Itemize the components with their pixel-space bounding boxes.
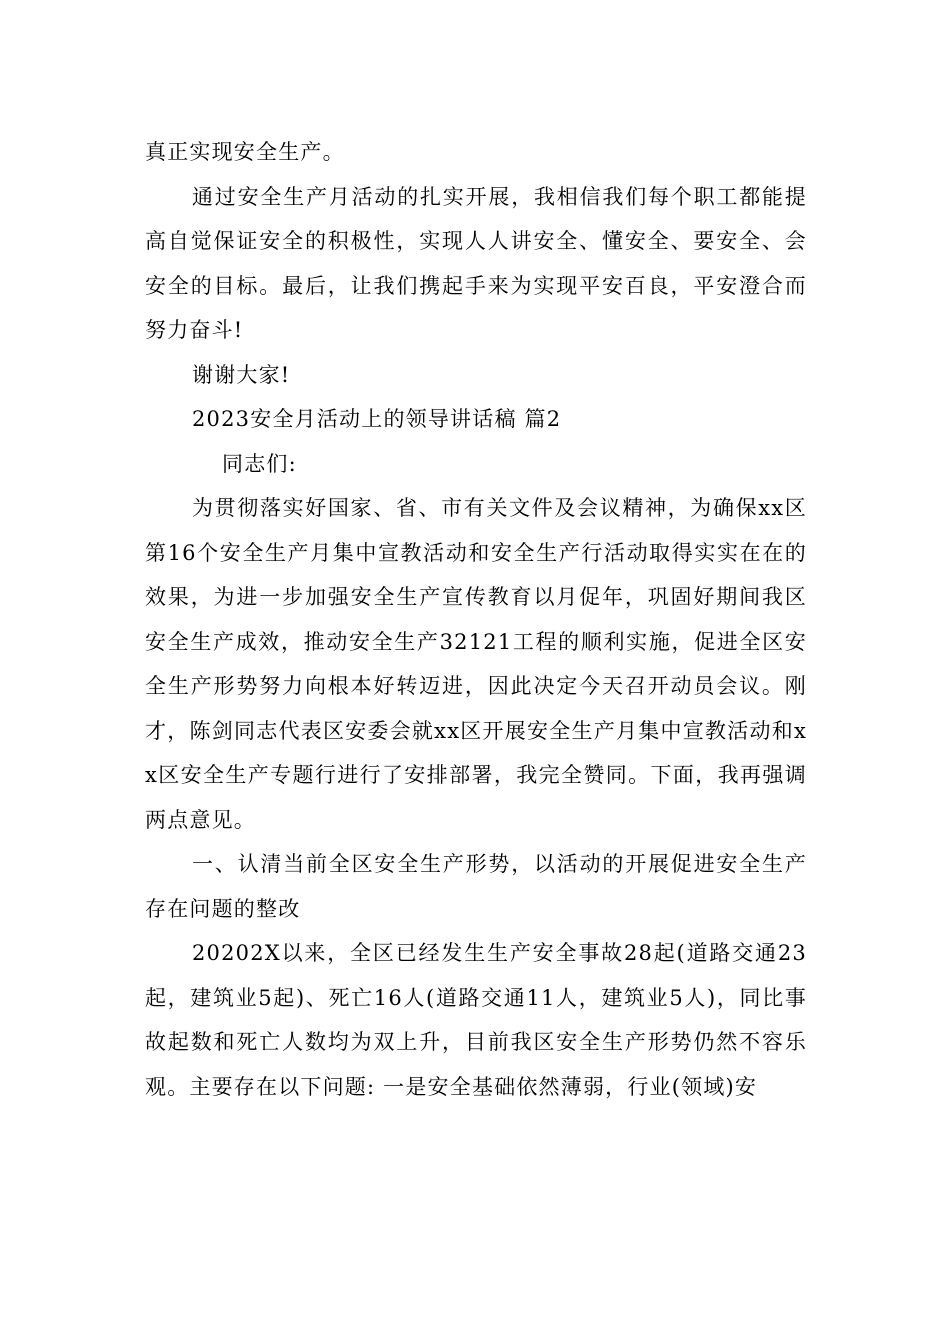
- paragraph-introduction: 为贯彻落实好国家、省、市有关文件及会议精神，为确保xx区第16个安全生产月集中宣教活动和安全生产行活动取得实实在在的效果，为进一步加强安全生产宣传教育以月促年，巩固好期间我区安全生产成效，推动安全生产32121工程的顺利实施，促进全区安全生产形势努力向根本好转迈进，因此决定今天召开动员会议。刚才，陈剑同志代表区安委会就xx区开展安全生产月集中宣教活动和xx区安全生产专题行进行了安排部署，我完全赞同。下面，我再强调两点意见。: [145, 496, 807, 832]
- paragraph-closing-line: 真正实现安全生产。: [145, 140, 345, 164]
- paragraph-thanks: 谢谢大家!: [192, 362, 291, 387]
- section-title: 2023安全月活动上的领导讲话稿 篇2: [192, 407, 562, 431]
- document-body: [145, 130, 807, 1109]
- paragraph-point-one-heading: 一、认清当前全区安全生产形势，以活动的开展促进安全生产存在问题的整改: [145, 852, 807, 921]
- paragraph-conclusion: 通过安全生产月活动的扎实开展，我相信我们每个职工都能提高自觉保证安全的积极性，实现人人讲安全、懂安全、要安全、会安全的目标。最后，让我们携起手来为实现平安百良，平安澄合而努力奋斗!: [145, 184, 807, 342]
- paragraph-greeting: 同志们:: [222, 451, 297, 476]
- paragraph-statistics: 20202X以来，全区已经发生生产安全事故28起(道路交通23起，建筑业5起)、死亡16人(道路交通11人，建筑业5人)，同比事故起数和死亡人数均为双上升，目前我区安全生产形势仍然不容乐观。主要存在以下问题: 一是安全基础依然薄弱，行业(领域)安: [145, 941, 807, 1099]
